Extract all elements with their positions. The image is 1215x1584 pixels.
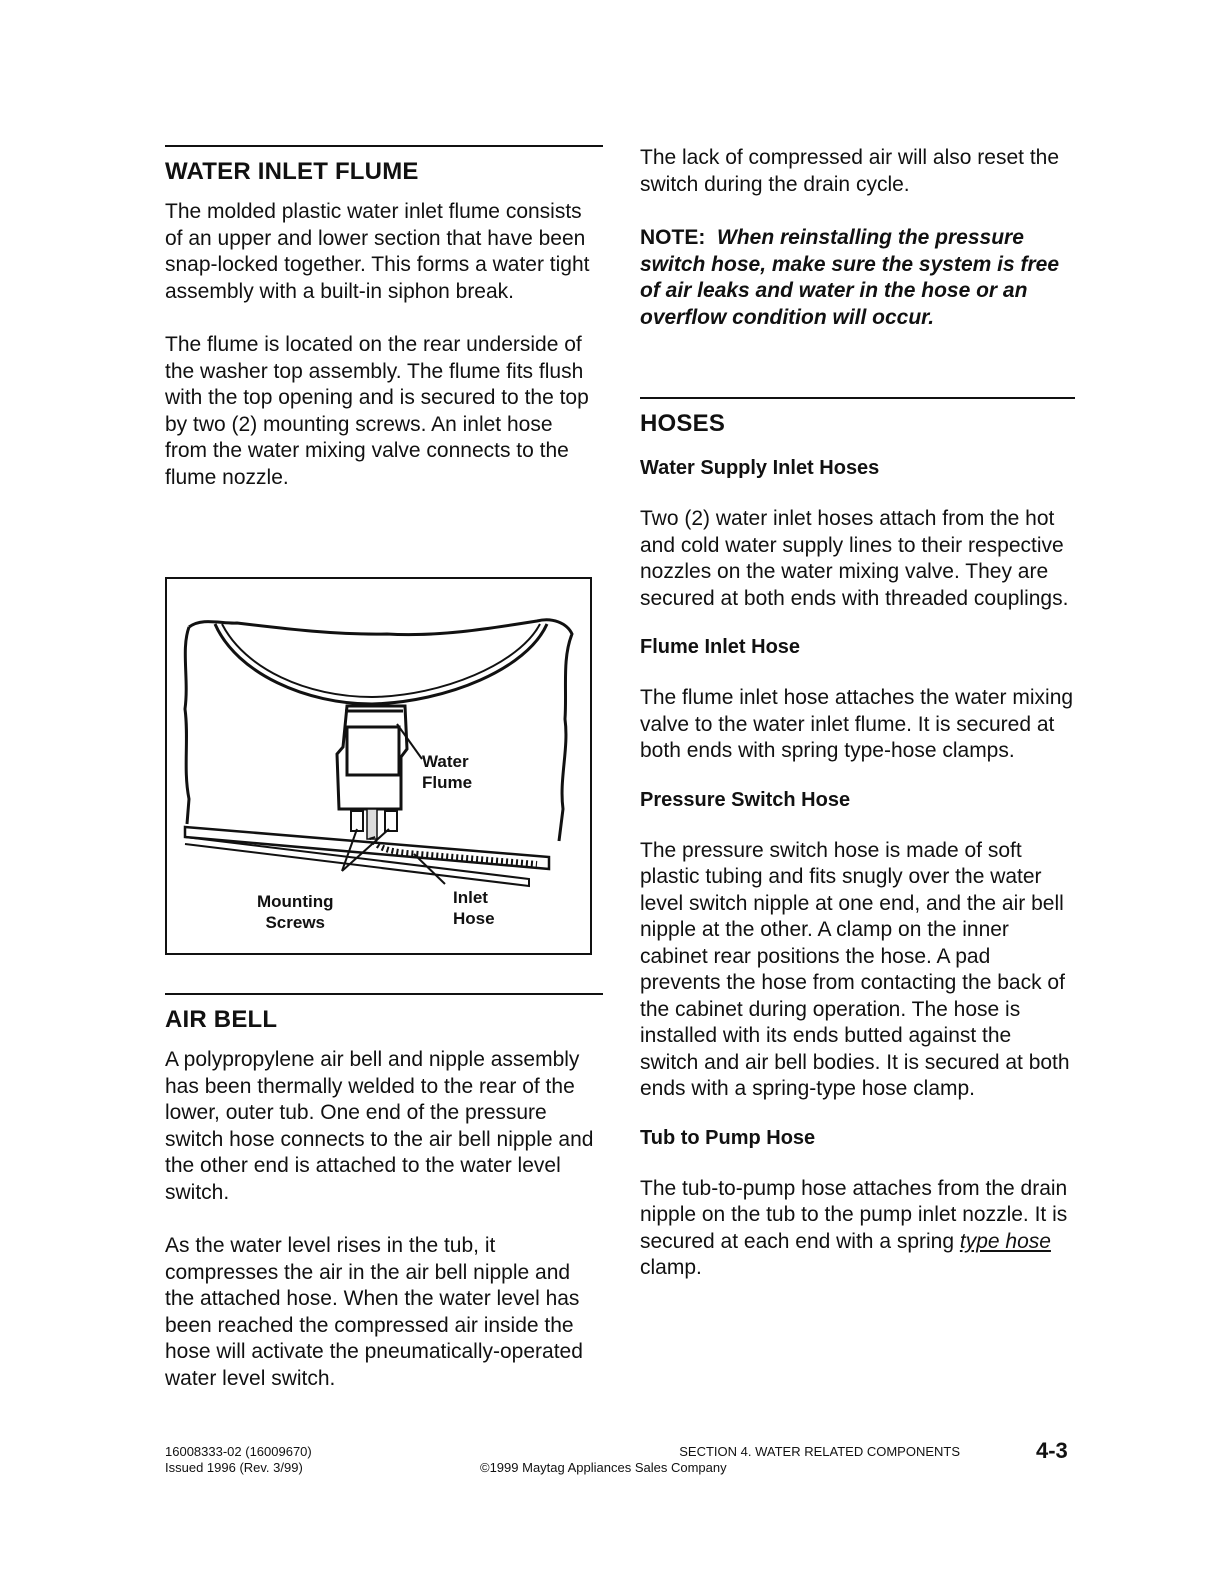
water-flume-label [422, 751, 472, 793]
section-hoses [640, 397, 1075, 1282]
subsection-title: Pressure Switch Hose [640, 788, 851, 811]
section-water-inlet-flume [165, 145, 603, 491]
section-rule [165, 145, 603, 147]
emphasized-text: type hose [959, 1229, 1051, 1253]
text-span: clamp. [640, 1256, 702, 1279]
section-rule [640, 397, 1075, 399]
issued-date: Issued 1996 (Rev. 3/99) [165, 1460, 303, 1475]
right-intro [640, 145, 1078, 331]
label-line: Screws [265, 913, 325, 932]
label-line: Mounting [257, 892, 334, 911]
inlet-hose-label [453, 887, 495, 929]
paragraph: The molded plastic water inlet flume consists of an upper and lower section that have been snap-locked together. This forms a water tight assembly with a built-in siphon break. [165, 200, 590, 303]
section-title: AIR BELL [165, 1006, 278, 1033]
copyright: ©1999 Maytag Appliances Sales Company [480, 1460, 727, 1475]
paragraph: The flume is located on the rear underside of the washer top assembly. The flume fits flush with the top opening and is secured to the top by two (2) mounting screws. An inlet hose from the water mixing valve connects to the flume nozzle. [165, 333, 589, 489]
label-line: Hose [453, 909, 495, 928]
subsection-title: Water Supply Inlet Hoses [640, 457, 880, 479]
footer-section [480, 1444, 960, 1460]
paragraph: The pressure switch hose is made of soft plastic tubing and fits snugly over the water level switch nipple at one end, and the air bell nipple at the other. A clamp on the inner cabinet rear positions the hose. A pad prevents the hose from contacting the back of the cabinet during operation. The hose is installed with its ends butted against the switch and air bell bodies. It is secured at both ends with a spring-type hose clamp. [640, 838, 1070, 1100]
paragraph: As the water level rises in the tub, it compresses the air in the air bell nipple and the attached hose. When the water level has been reached the compressed air inside the hose will activate the pneumatically-operated water level switch. [165, 1234, 583, 1390]
subsection-title: Flume Inlet Hose [640, 636, 801, 658]
label-line: Inlet [453, 888, 488, 907]
paragraph: The flume inlet hose attaches the water mixing valve to the water inlet flume. It is secured at both ends with spring type-hose clamps. [640, 686, 1074, 762]
footer-doc-info [165, 1444, 312, 1476]
note-paragraph [640, 225, 1060, 331]
note-text: When reinstalling the pressure switch hose, make sure the system is free of air leaks and water in the hose or an overflow condition will occur. [640, 226, 1060, 329]
note-label: NOTE: [640, 226, 706, 249]
doc-number: 16008333-02 (16009670) [165, 1444, 312, 1459]
section-title: WATER INLET FLUME [165, 158, 419, 185]
mounting-screws-label [257, 891, 333, 933]
subsection-title: Tub to Pump Hose [640, 1126, 816, 1149]
page-number: 4-3 [1036, 1438, 1068, 1463]
paragraph: The lack of compressed air will also reset the switch during the drain cycle. [640, 146, 1060, 196]
paragraph [640, 1176, 1075, 1282]
section-name: SECTION 4. WATER RELATED COMPONENTS [679, 1444, 960, 1459]
section-air-bell [165, 993, 603, 1392]
label-line: Flume [422, 773, 473, 792]
label-line: Water [422, 752, 469, 771]
paragraph: Two (2) water inlet hoses attach from the hot and cold water supply lines to their respective nozzles on the water mixing valve. They are secured at both ends with threaded couplings. [640, 507, 1069, 610]
section-title: HOSES [640, 410, 726, 437]
footer-copyright [480, 1460, 727, 1476]
paragraph: A polypropylene air bell and nipple assembly has been thermally welded to the rear of the lower, outer tub. One end of the pressure switch hose connects to the air bell nipple and the other end is attached to the water level switch. [165, 1048, 594, 1204]
flume-illustration-icon [167, 579, 590, 953]
section-rule [165, 993, 603, 995]
water-flume-diagram [165, 577, 592, 955]
text-span: The tub-to-pump hose attaches from the drain nipple on the tub to the pump inlet nozzle. It is secured at each end with a spring [640, 1176, 1068, 1253]
